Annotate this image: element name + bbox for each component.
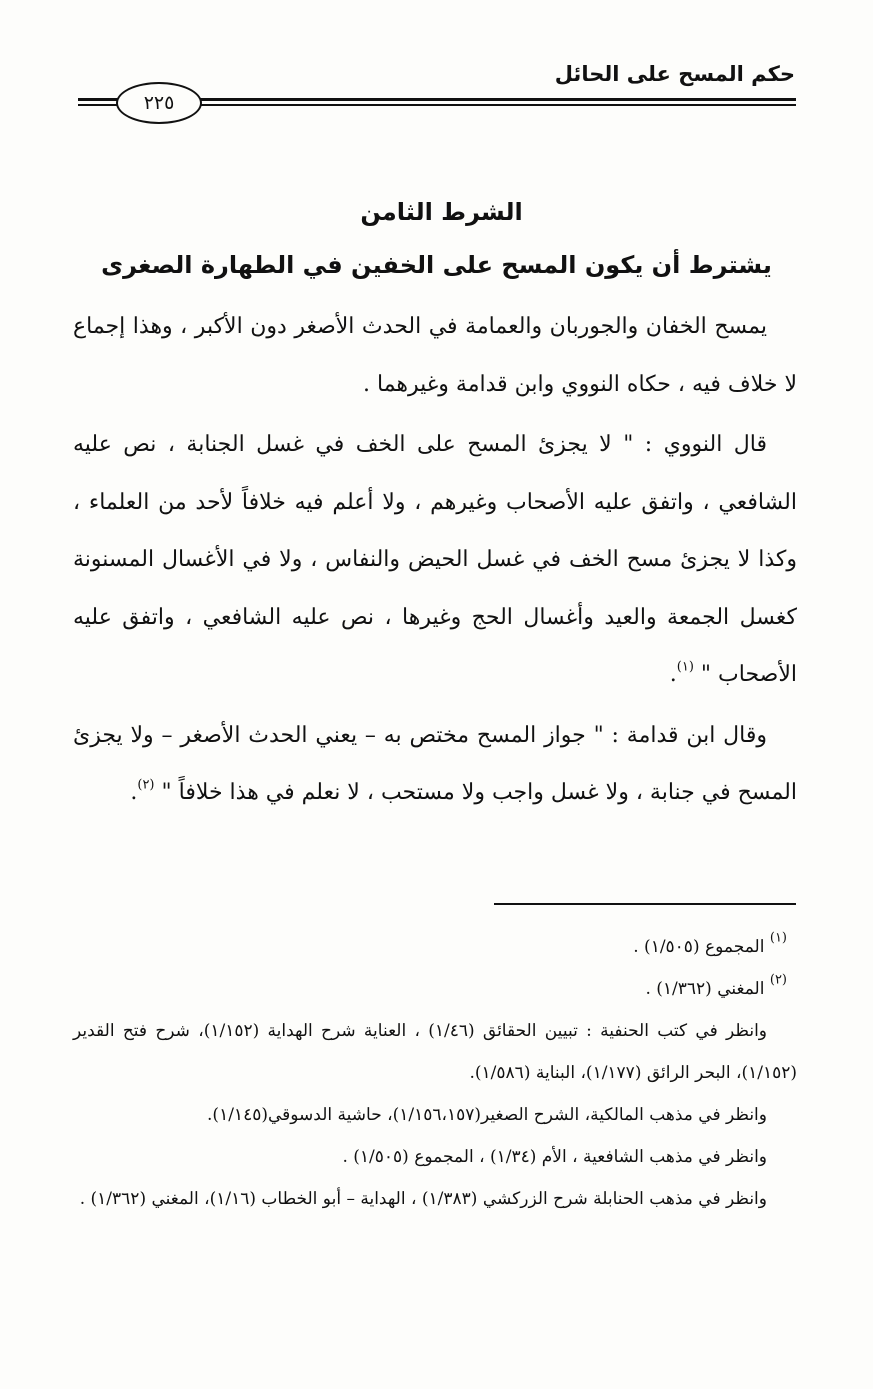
paragraph-text: يمسح الخفان والجوربان والعمامة في الحدث الأصغر دون الأكبر ، وهذا إجماع لا خلاف فيه ، حكاه النووي وابن قدامة وغيرهما . xyxy=(73,314,797,397)
footnote-marker: (٢) xyxy=(769,972,787,988)
footnote-text: المغني (١/٣٦٢) . xyxy=(645,979,765,999)
footnote-separator xyxy=(494,903,796,905)
footnote-ref: (١) xyxy=(676,659,694,675)
body-text xyxy=(73,298,797,822)
paragraph-text: وقال ابن قدامة : " جواز المسح مختص به – يعني الحدث الأصغر – ولا يجزئ المسح في جنابة ، ولا غسل واجب ولا مستحب ، لا نعلم في هذا خلافاً " xyxy=(73,722,797,805)
page-number: ٢٢٥ xyxy=(116,82,202,124)
paragraph-text: قال النووي : " لا يجزئ المسح على الخف في غسل الجنابة ، نص عليه الشافعي ، واتفق عليه الأصحاب وغيرهم ، ولا أعلم فيه خلافاً لأحد من العلماء ، وكذا لا يجزئ مسح الخف في غسل الحيض والنفاس ، ولا في الأغسال المسنونة كغسل الجمعة والعيد وأغسال الحج وغيرها ، نص عليه الشافعي ، واتفق عليه الأصحاب " xyxy=(73,432,797,687)
footnote xyxy=(73,968,797,1010)
running-title: حكم المسح على الحائل xyxy=(554,62,795,86)
footnote-marker: (١) xyxy=(769,930,787,946)
see-also-shafii: وانظر في مذهب الشافعية ، الأم (١/٣٤) ، المجموع (١/٥٠٥) . xyxy=(342,1147,767,1167)
see-also-hanafi: وانظر في كتب الحنفية : تبيين الحقائق (١/٤٦) ، العناية شرح الهداية (١/١٥٢)، شرح فتح القدير (١/١٥٢)، البحر الرائق (١/١٧٧)، البناية (١/٥٨٦). xyxy=(73,1021,797,1083)
paragraph: وقال ابن قدامة : " جواز المسح مختص به – يعني الحدث الأصغر – ولا يجزئ المسح في جنابة ، ولا غسل واجب ولا مستحب ، لا نعلم في هذا خلافاً " $^{(٢)}$. xyxy=(73,722,797,805)
see-also-maliki: وانظر في مذهب المالكية، الشرح الصغير(١/١٥٦،١٥٧)، حاشية الدسوقي(١/١٤٥). xyxy=(207,1105,767,1125)
section-heading: الشرط الثامن xyxy=(360,198,523,226)
footnotes xyxy=(73,926,797,1220)
footnote-text: المجموع (١/٥٠٥) . xyxy=(633,937,765,957)
footnote-ref: (٢) xyxy=(137,777,155,793)
footnote xyxy=(73,926,797,968)
see-also-hanbali: وانظر في مذهب الحنابلة شرح الزركشي (١/٣٨٣) ، الهداية – أبو الخطاب (١/١٦)، المغني (١/٣٦٢) . xyxy=(79,1189,767,1209)
section-subheading: يشترط أن يكون المسح على الخفين في الطهارة الصغرى xyxy=(101,251,772,279)
paragraph: قال النووي : " لا يجزئ المسح على الخف في غسل الجنابة ، نص عليه الشافعي ، واتفق عليه الأصحاب وغيرهم ، ولا أعلم فيه خلافاً لأحد من العلماء ، وكذا لا يجزئ مسح الخف في غسل الحيض والنفاس ، ولا في الأغسال المسنونة كغسل الجمعة والعيد وأغسال الحج وغيرها ، نص عليه الشافعي ، واتفق عليه الأصحاب " $^{(١)}$. xyxy=(73,432,797,687)
paragraph xyxy=(73,298,797,413)
